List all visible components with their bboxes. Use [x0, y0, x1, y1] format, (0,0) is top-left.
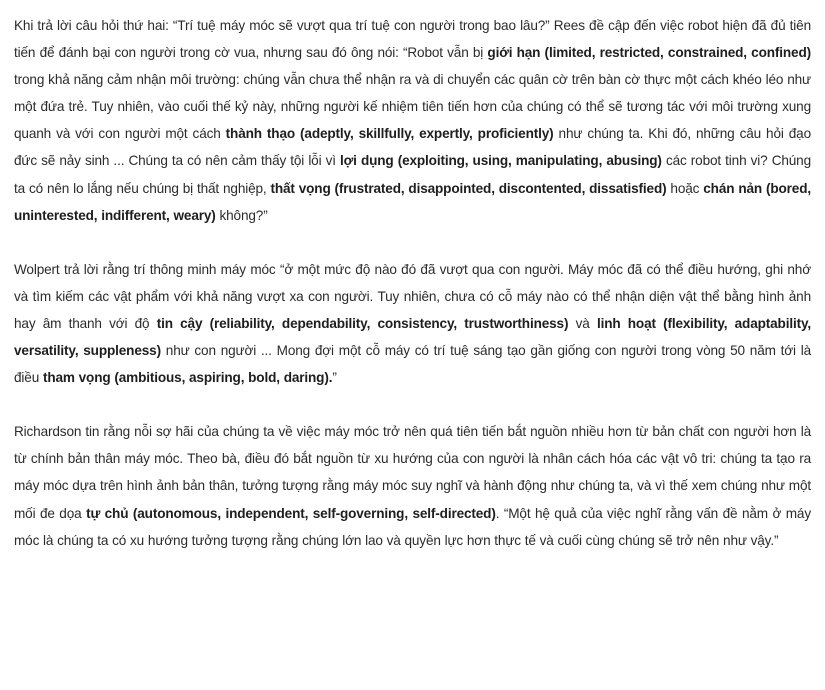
text-run: như con người ... Mong đợi một cỗ máy có trí tuệ sáng tạo gần giống con người trong vòng 50 năm tới là điều: [14, 343, 811, 386]
text-run: trong khả năng cảm nhận môi trường: chúng vẫn chưa thể nhận ra và di chuyển các quân cờ trên bàn cờ thực một cách khéo léo như một đứa trẻ. Tuy nhiên, vào cuối thế kỷ này, những người kế nhiệm tiên tiến hơn của chúng có thể sẽ tương tác với môi trường xung quanh và với con người một cách: [14, 72, 811, 142]
text-run: và: [568, 315, 597, 331]
highlighted-term: lợi dụng (exploiting, using, manipulating, abusing): [340, 153, 662, 169]
paragraph-2: [14, 256, 811, 391]
highlighted-term: chán nản (bored, uninterested, indifferent, weary): [14, 180, 811, 223]
highlighted-term: thất vọng (frustrated, disappointed, discontented, dissatisfied): [270, 180, 667, 196]
text-run: ”: [332, 370, 337, 386]
text-run: không?”: [215, 207, 268, 223]
highlighted-term: linh hoạt (flexibility, adaptability, versatility, suppleness): [14, 315, 811, 359]
highlighted-term: thành thạo (adeptly, skillfully, expertly, proficiently): [225, 126, 554, 142]
text-run: Khi trả lời câu hỏi thứ hai: “Trí tuệ máy móc sẽ vượt qua trí tuệ con người trong bao lâu?” Rees đề cập đến việc robot hiện đã đủ tiên tiến để đánh bại con người trong cờ vua, nhưng sau đó ông nói: “Robot vẫn bị: [14, 18, 811, 61]
highlighted-term: tham vọng (ambitious, aspiring, bold, daring).: [42, 370, 333, 386]
text-run: Wolpert trả lời rằng trí thông minh máy móc “ở một mức độ nào đó đã vượt qua con người. Máy móc đã có thể điều hướng, ghi nhớ và tìm kiếm các vật phẩm với khả năng vượt xa con người. Tuy nhiên, chưa có cỗ máy nào có thể nhận diện vật thể bằng hình ảnh hay âm thanh với độ: [14, 261, 811, 331]
highlighted-term: giới hạn (limited, restricted, constrained, confined): [487, 45, 811, 61]
highlighted-term: tin cậy (reliability, dependability, consistency, trustworthiness): [156, 315, 569, 331]
paragraph-1: [14, 12, 811, 229]
text-run: hoặc: [666, 180, 704, 196]
highlighted-term: tự chủ (autonomous, independent, self-governing, self-directed): [86, 505, 496, 521]
text-run: như chúng ta. Khi đó, những câu hỏi đạo đức sẽ nảy sinh ... Chúng ta có nên cảm thấy tội lỗi vì: [14, 126, 811, 169]
text-run: . “Một hệ quả của việc nghĩ rằng vấn đề nằm ở máy móc là chúng ta có xu hướng tưởng tượng rằng chúng lớn lao và quyền lực hơn thực tế và cuối cùng chúng sẽ trở nên như vậy.”: [14, 505, 811, 548]
paragraph-3: [14, 418, 811, 553]
text-run: Richardson tin rằng nỗi sợ hãi của chúng ta về việc máy móc trở nên quá tiên tiến bắt nguồn nhiều hơn từ bản chất con người hơn là từ chính bản thân máy móc. Theo bà, điều đó bắt nguồn từ xu hướng của con người là nhân cách hóa các vật vô tri: chúng ta tạo ra máy móc dựa trên hình ảnh bản thân, tưởng tượng rằng máy móc suy nghĩ và hành động như chúng ta, và vì thế xem chúng như một mối đe dọa: [14, 424, 811, 521]
text-run: các robot tinh vi? Chúng ta có nên lo lắng nếu chúng bị thất nghiệp,: [14, 153, 811, 196]
